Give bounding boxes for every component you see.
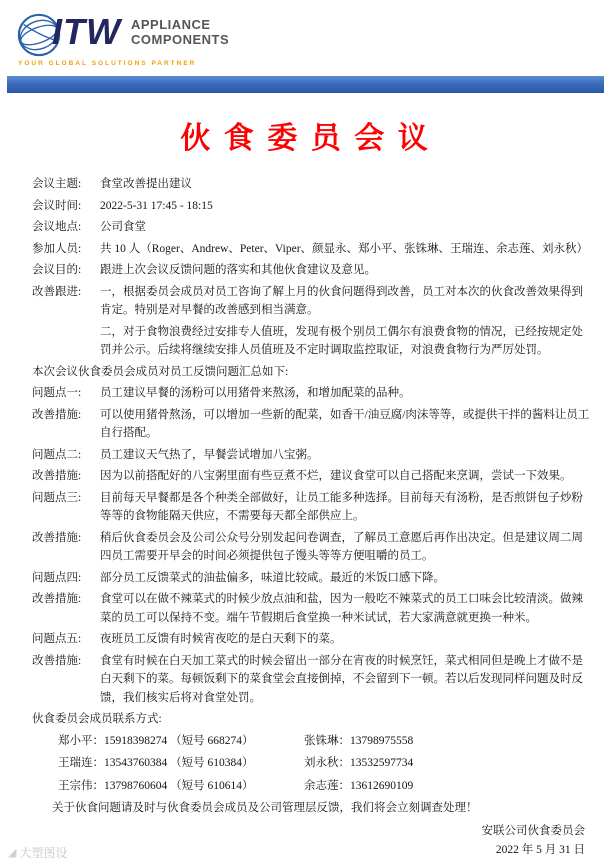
watermark-icon: ◢ bbox=[8, 847, 17, 859]
field-text: 夜班员工反馈有时候宵夜吃的是白天剩下的菜。 bbox=[100, 633, 342, 645]
contact-entry: 王瑞连：13543760384 （短号 610384） bbox=[58, 757, 254, 769]
field-text: 食堂有时候在白天加工菜式的时候会留出一部分在宵夜的时候烹饪，菜式相同但是晚上才做不是白天剩下的菜。每顿饭剩下的菜食堂会直接倒掉，不会留到下一顿。若以后发现同样问题及时反馈，我们核实后将对食堂处罚。 bbox=[100, 654, 583, 704]
header-divider-bar bbox=[7, 76, 604, 93]
meeting-topic-row bbox=[32, 175, 591, 194]
field-label: 会议目的: bbox=[32, 264, 82, 276]
logo-line-appliance: APPLIANCE bbox=[130, 17, 211, 32]
watermark bbox=[8, 844, 67, 861]
meeting-purpose-row bbox=[32, 261, 591, 280]
meeting-time-row bbox=[32, 197, 591, 216]
field-text: 共 10 人（Roger、Andrew、Peter、Viper、颜显永、郑小平、张铢琳、王瑞连、余志莲、刘永秋） bbox=[100, 242, 589, 255]
contact-entry: 刘永秋：13532597734 bbox=[304, 757, 414, 769]
action-2-row bbox=[32, 467, 591, 486]
field-label: 会议主题: bbox=[32, 178, 82, 190]
attendees-row bbox=[32, 240, 591, 259]
field-text: 食堂可以在做不辣菜式的时候少放点油和盐，因为一般吃不辣菜式的员工口味会比较清淡。做辣菜的员工可以保持不变。端午节假期后食堂换一种米试试，若大家满意就更换一种米。 bbox=[100, 593, 583, 624]
field-label: 改善措施: bbox=[32, 470, 82, 482]
field-text: 目前每天早餐都是各个种类全部做好，让员工能多种选择。目前每天有汤粉，是否煎饼包子炒粉等等的食物能隔天供应，不需要每天都全部供应上。 bbox=[100, 491, 583, 522]
issue-5-row bbox=[32, 630, 591, 649]
field-text: 公司食堂 bbox=[100, 221, 146, 233]
field-text: 部分员工反馈菜式的油盐偏多，味道比较咸。最近的米饭口感下降。 bbox=[100, 571, 445, 584]
field-label bbox=[32, 323, 100, 360]
watermark-text: 大塑图设 bbox=[19, 846, 68, 860]
contact-entry: 郑小平：15918398274 （短号 668274） bbox=[58, 734, 254, 747]
contact-entry: 余志莲：13612690109 bbox=[304, 779, 414, 792]
field-label: 问题点一: bbox=[32, 387, 82, 399]
issue-2-row bbox=[32, 446, 591, 465]
field-text: 二，对于食物浪费经过安排专人值班，发现有极个别员工偶尔有浪费食物的情况，已经按规定处罚并公示。后续将继续安排人员值班及不定时调取监控取证，对浪费食物行为严厉处罚。 bbox=[100, 325, 583, 356]
contact-entry: 张铢琳：13798975558 bbox=[304, 734, 414, 747]
issue-3-row bbox=[32, 489, 591, 526]
field-label: 问题点三: bbox=[32, 491, 82, 504]
field-label: 问题点二: bbox=[32, 448, 82, 461]
field-label: 改善跟进: bbox=[32, 285, 82, 298]
action-3-row bbox=[32, 529, 591, 566]
field-label: 会议时间: bbox=[32, 199, 82, 212]
field-label: 改善措施: bbox=[32, 654, 82, 667]
field-label: 改善措施: bbox=[32, 408, 82, 421]
followup-row-2 bbox=[32, 323, 591, 360]
contacts-heading: 伙食委员会成员联系方式: bbox=[32, 713, 162, 725]
signature-org: 安联公司伙食委员会 bbox=[481, 824, 585, 837]
field-text: 稍后伙食委员会及公司公众号分别发起问卷调查，了解员工意愿后再作出决定。但是建议周二周四员工需要开早会的时间必须提供包子馒头等等方便咀嚼的员工。 bbox=[100, 531, 583, 562]
contact-row-1 bbox=[32, 732, 591, 751]
field-label: 改善措施: bbox=[32, 593, 82, 605]
company-logo bbox=[0, 0, 611, 58]
field-label: 问题点四: bbox=[32, 571, 82, 584]
field-text: 因为以前搭配好的八宝粥里面有些豆煮不烂，建议食堂可以自己搭配来烹调，尝试一下效果。 bbox=[100, 470, 572, 482]
signature-date: 2022 年 5 月 31 日 bbox=[495, 843, 585, 856]
contact-row-3 bbox=[32, 777, 591, 796]
field-text: 可以使用猪骨熬汤，可以增加一些新的配菜，如香干/油豆腐/肉沫等等，或提供干拌的酱料让员工自行搭配。 bbox=[100, 408, 590, 439]
field-text: 员工建议天气热了，早餐尝试增加八宝粥。 bbox=[100, 448, 319, 461]
field-text: 跟进上次会议反馈问题的落实和其他伙食建议及意见。 bbox=[100, 264, 376, 276]
logo-line-components: COMPONENTS bbox=[130, 32, 230, 47]
contact-row-2 bbox=[32, 754, 591, 773]
document-title: 伙 食 委 员 会 议 bbox=[180, 122, 431, 155]
feedback-intro-line: 本次会议伙食委员会成员对员工反馈问题汇总如下: bbox=[32, 365, 289, 378]
action-4-row bbox=[32, 590, 591, 627]
meeting-place-row bbox=[32, 218, 591, 237]
logo-company-lines bbox=[131, 10, 229, 47]
followup-row-1 bbox=[32, 283, 591, 320]
field-text: 食堂改善提出建议 bbox=[100, 178, 192, 190]
closing-note: 关于伙食问题请及时与伙食委员会成员及公司管理层反馈，我们将会立刻调查处理！ bbox=[52, 802, 478, 814]
logo-tagline: YOUR GLOBAL SOLUTIONS PARTNER bbox=[18, 60, 197, 67]
contact-entry: 王宗伟：13798760604 （短号 610614） bbox=[58, 779, 254, 792]
logo-itw-text: ITW bbox=[52, 11, 121, 52]
field-label: 改善措施: bbox=[32, 531, 82, 544]
field-label: 会议地点: bbox=[32, 221, 82, 233]
issue-1-row bbox=[32, 384, 591, 403]
field-label: 参加人员: bbox=[32, 242, 82, 255]
field-label: 问题点五: bbox=[32, 633, 82, 645]
field-text: 员工建议早餐的汤粉可以用猪骨来熬汤，和增加配菜的品种。 bbox=[100, 387, 411, 399]
action-5-row bbox=[32, 652, 591, 708]
action-1-row bbox=[32, 406, 591, 443]
document-body bbox=[0, 175, 611, 860]
issue-4-row bbox=[32, 569, 591, 588]
field-text: 2022-5-31 17:45 - 18:15 bbox=[100, 199, 213, 212]
field-text: 一，根据委员会成员对员工咨询了解上月的伙食问题得到改善，员工对本次的伙食改善效果得到肯定。特别是对早餐的改善感到相当满意。 bbox=[100, 285, 583, 316]
